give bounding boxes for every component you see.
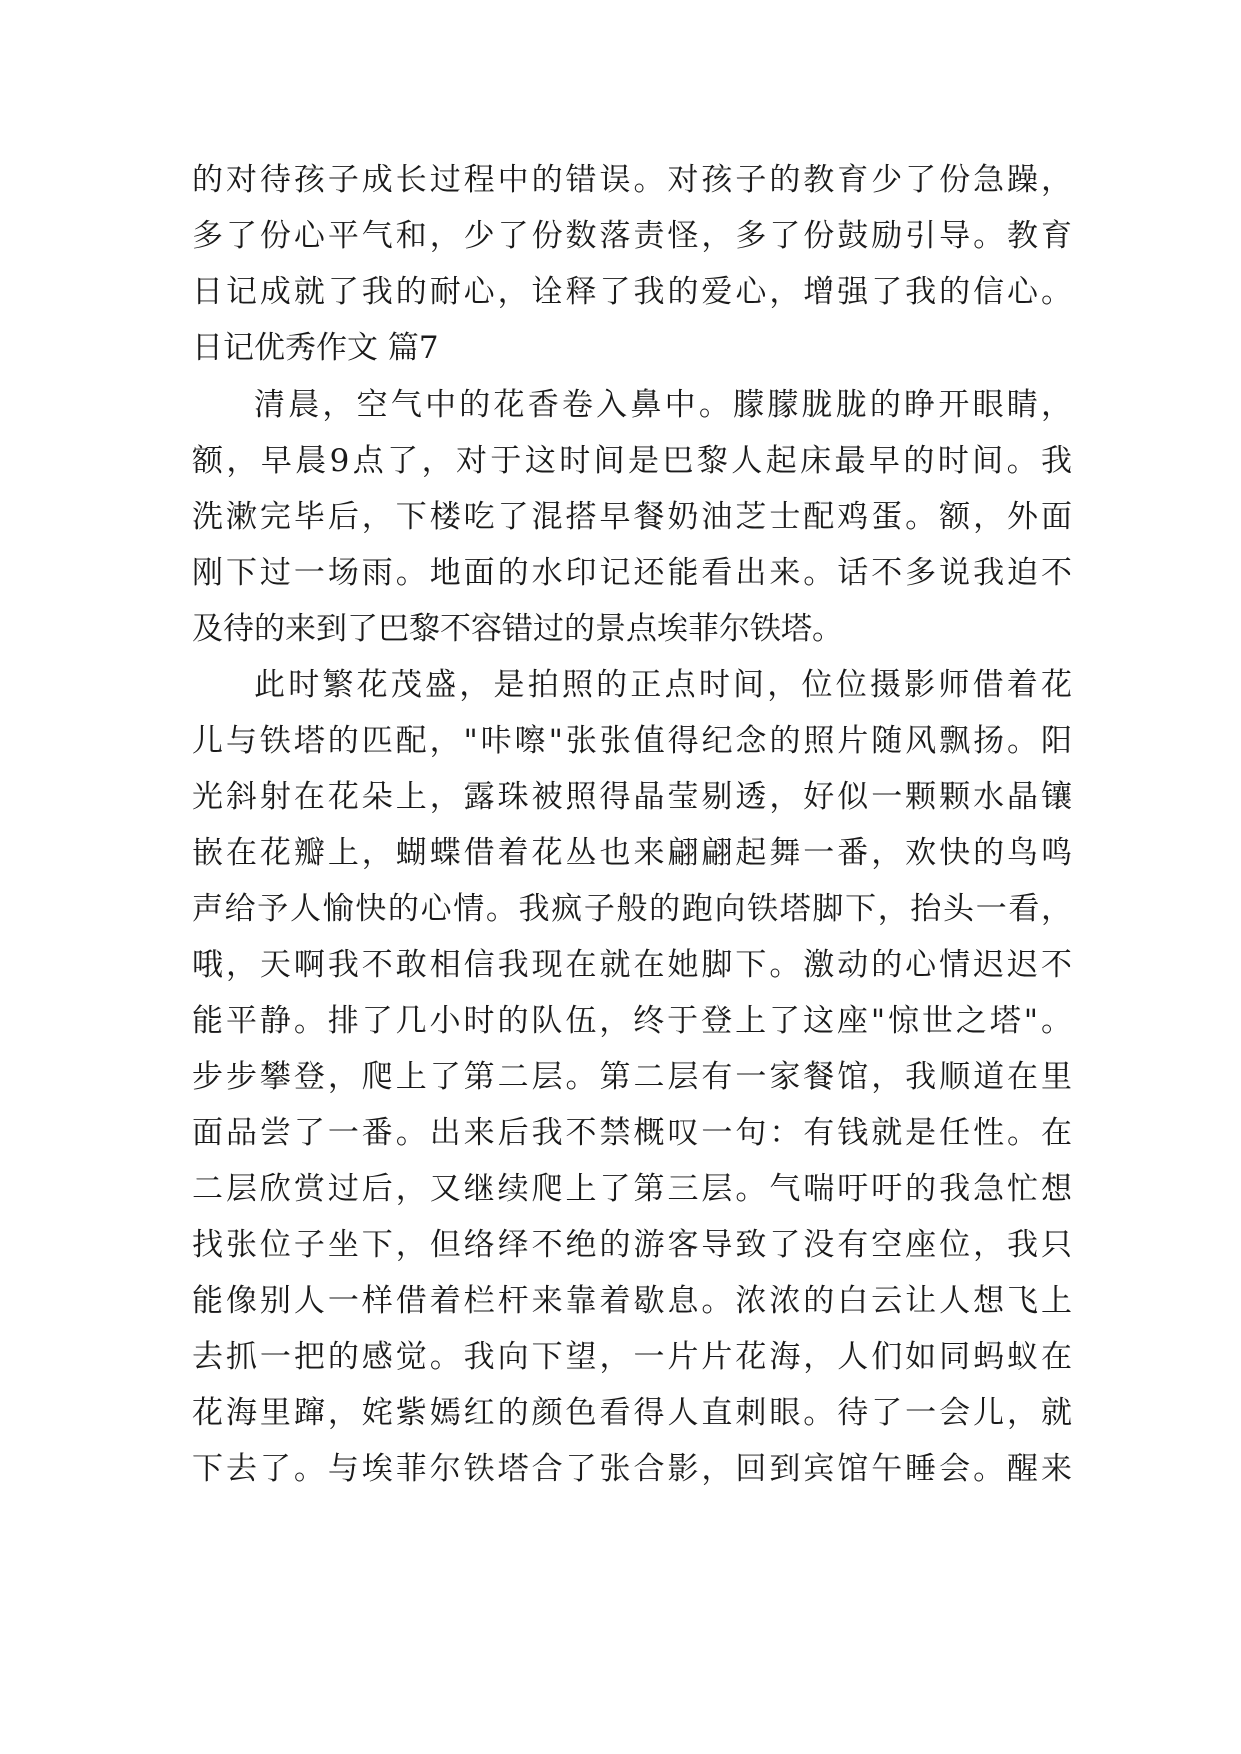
text-line: 找张位子坐下，但络绎不绝的游客导致了没有空座位，我只	[192, 1227, 1072, 1263]
continued-paragraph	[192, 152, 1072, 320]
text-line: 洗漱完毕后，下楼吃了混搭早餐奶油芝士配鸡蛋。额，外面	[192, 499, 1072, 535]
section-heading: 日记优秀作文 篇7	[192, 330, 439, 366]
text-line: 步步攀登，爬上了第二层。第二层有一家餐馆，我顺道在里	[192, 1059, 1072, 1095]
text-line: 儿与铁塔的匹配，"咔嚓"张张值得纪念的照片随风飘扬。阳	[192, 723, 1072, 759]
text-line: 花海里蹿，姹紫嫣红的颜色看得人直刺眼。待了一会儿，就	[192, 1395, 1072, 1431]
text-line: 的对待孩子成长过程中的错误。对孩子的教育少了份急躁，	[192, 162, 1072, 198]
text-line: 光斜射在花朵上，露珠被照得晶莹剔透，好似一颗颗水晶镶	[192, 779, 1072, 815]
text-line: 能像别人一样借着栏杆来靠着歇息。浓浓的白云让人想飞上	[192, 1283, 1072, 1319]
text-line: 日记成就了我的耐心，诠释了我的爱心，增强了我的信心。	[192, 274, 1072, 310]
text-line: 能平静。排了几小时的队伍，终于登上了这座"惊世之塔"。	[192, 1003, 1072, 1039]
text-line: 声给予人愉快的心情。我疯子般的跑向铁塔脚下，抬头一看，	[192, 891, 1072, 927]
text-line: 多了份心平气和，少了份数落责怪，多了份鼓励引导。教育	[192, 218, 1072, 254]
document-body	[192, 152, 1072, 1497]
text-line: 嵌在花瓣上，蝴蝶借着花丛也来翩翩起舞一番，欢快的鸟鸣	[192, 835, 1072, 871]
text-line: 下去了。与埃菲尔铁塔合了张合影，回到宾馆午睡会。醒来	[192, 1451, 1072, 1487]
text-line: 额，早晨9点了，对于这时间是巴黎人起床最早的时间。我	[192, 443, 1072, 479]
text-line: 清晨，空气中的花香卷入鼻中。朦朦胧胧的睁开眼睛，	[254, 387, 1072, 423]
text-line: 刚下过一场雨。地面的水印记还能看出来。话不多说我迫不	[192, 555, 1072, 591]
text-line: 及待的来到了巴黎不容错过的景点埃菲尔铁塔。	[192, 611, 843, 647]
paragraph-eiffel-tower	[192, 657, 1072, 1497]
paragraph-morning	[192, 377, 1072, 657]
text-line: 哦，天啊我不敢相信我现在就在她脚下。激动的心情迟迟不	[192, 947, 1072, 983]
text-line: 此时繁花茂盛，是拍照的正点时间，位位摄影师借着花	[254, 667, 1072, 703]
text-line: 二层欣赏过后，又继续爬上了第三层。气喘吁吁的我急忙想	[192, 1171, 1072, 1207]
text-line: 面品尝了一番。出来后我不禁概叹一句：有钱就是任性。在	[192, 1115, 1072, 1151]
text-line: 去抓一把的感觉。我向下望，一片片花海，人们如同蚂蚁在	[192, 1339, 1072, 1375]
